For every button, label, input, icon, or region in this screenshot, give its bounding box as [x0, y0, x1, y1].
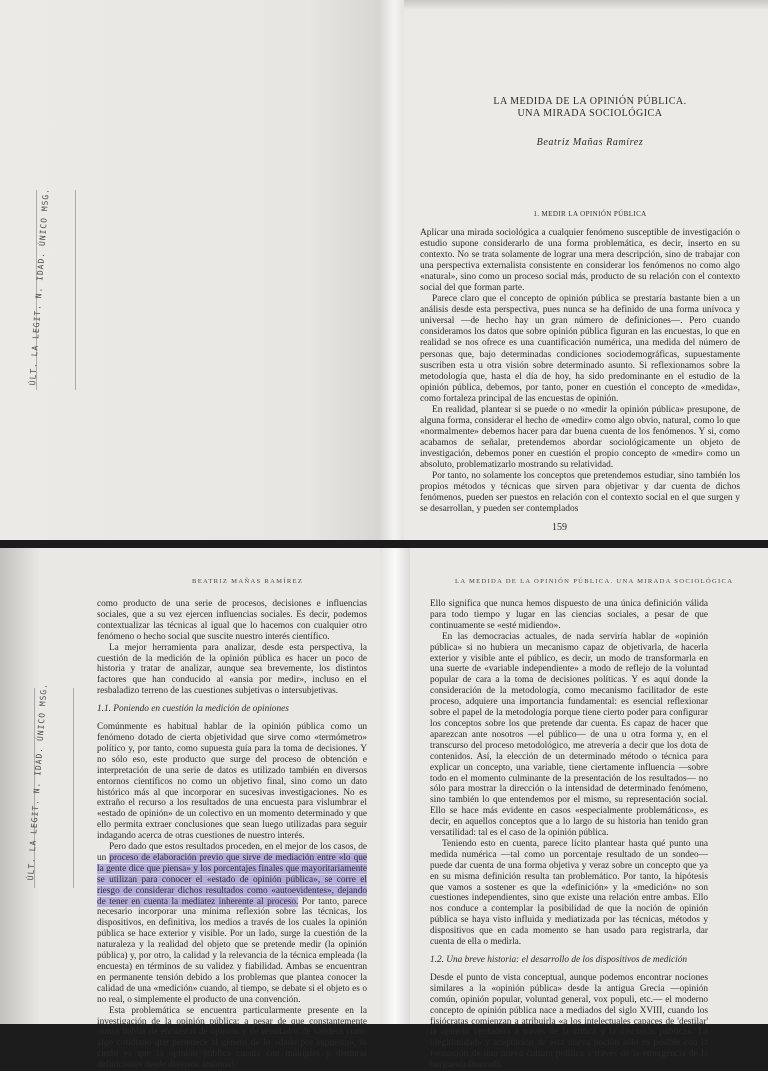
paragraph: Ello significa que nunca hemos dispuesto de una única definición válida para todo tiempo y lugar en las ciencias sociales, a pesar de que continuamente se «esté midiendo».	[430, 599, 708, 631]
paragraph: Por tanto, no solamente los conceptos que pretendemos estudiar, sino también los propios métodos y técnicas que sirven para objetivar y dar cuenta de dichos fenómenos, pueden ser puestos en relación con el contexto social en el que surgen y se desarrollan, y pueden ser contemplados	[420, 471, 740, 515]
running-head-right: LA MEDIDA DE LA OPINIÓN PÚBLICA. UNA MIRADA SOCIOLÓGICA	[455, 578, 734, 585]
body-column-right	[430, 599, 708, 1071]
chapter-title-line-1: LA MEDIDA DE LA OPINIÓN PÚBLICA.	[493, 96, 687, 107]
paragraph: Desde el punto de vista conceptual, aunque podemos encontrar nociones similares a la «opinión pública» desde la antigua Grecia —opinión común, opinión popular, voluntad general, vox populi, etc.— el moderno concepto de opinión pública nace a mediados del siglo XVIII, cuando los fisiócratas comienzan a atribuirla «a los intelectuales capaces de 'destilar' la opinión verdadera a través de la crítica y la discusión pública». La «legitimidad» y aceptación de esta nueva noción sólo es posible con la formación de una nueva cultura política a través de la emergencia de la burguesía ilustrada,	[430, 972, 708, 1071]
paragraph-text: Por tanto, parece necesario incorporar una mínima reflexión sobre las técnicas, los dispositivos, en definitiva, los medios a través de los cuales la opinión pública se hace exterior y visible. Por un lado, surge la cuestión de la naturaleza y la realidad del objeto que se pretende medir (la opinión pública) y, por otro, la calidad y la relevancia de la técnica empleada (la encuesta) en términos de su validez y fiabilidad. Ambas se encuentran en permanente tensión debido a los problemas que plantea conocer la calidad de una «medición» cuando, al tiempo, se debate si el objeto es o no real, o simplemente el producto de una convención.	[97, 896, 367, 1005]
paragraph: Teniendo esto en cuenta, parece lícito plantear hasta qué punto una medida numérica —tal como un porcentaje resultado de un sondeo— puede dar cuenta de una forma objetiva y veraz sobre un concepto que ya en su misma definición resulta tan problemático. Por tanto, la hipótesis que vamos a sostener es que la «definición» y la «medición» no son cuestiones independientes, sino que existe una relación entre ambas. Ello nos conduce a contemplar la posibilidad de que la noción de opinión pública se haya visto influida y mediatizada por las técnicas, métodos y dispositivos que en cada momento se han usado para registrarla, dar cuenta de ella o medirla.	[430, 838, 708, 948]
book-gutter	[380, 548, 410, 1024]
running-head-left: BEATRIZ MAÑAS RAMÍREZ	[192, 578, 304, 585]
body-column-left	[97, 599, 367, 1071]
body-column	[420, 228, 740, 515]
paragraph: Esta problemática se encuentra particularmente presente en la investigación de la opinión pública: a pesar de que constantemente oímos hablar de encuestas de opinión y de resultados de sondeos como algo cotidiano que pertenece al género de lo «dado por supuesto», lo cierto es que la opinión pública cuenta con múltiples y distintas definiciones desde diversos ámbitos¹.	[97, 1005, 367, 1071]
chapter-title-line-2: UNA MIRADA SOCIOLÓGICA	[517, 108, 663, 119]
handwritten-annotation: ÚLT. LA LEGIT. N. IDAD. ÚNICO MSG.	[26, 682, 49, 881]
highlighted-passage: proceso de elaboración previo que sirve de mediación entre «lo que la gente dice que piensa» y los porcentajes finales que mayoritariamente se utilizan para conocer el «estado de opinión pública», se corre el riesgo de considerar dichos resultados como «autoevidentes», dejando de tener en cuenta la mediatez inherente al proceso.	[97, 852, 368, 907]
page-top-shadow	[404, 0, 768, 10]
chapter-title	[440, 96, 740, 120]
subsection-heading: 1.1. Poniendo en cuestión la medición de opiniones	[97, 704, 289, 715]
paragraph: como producto de una serie de procesos, decisiones e influencias sociales, que a su vez ejercen influencias sociales. Es decir, podemos contextualizar las técnicas al igual que lo hacemos con cualquier otro fenómeno o hecho social que suscite nuestro interés científico.	[97, 599, 367, 642]
page-number: 159	[552, 522, 567, 533]
subsection-heading: 1.2. Una breve historia: el desarrollo de los dispositivos de medición	[430, 955, 688, 965]
book-gutter	[380, 0, 404, 540]
section-heading: 1. MEDIR LA OPINIÓN PÚBLICA	[533, 210, 647, 218]
paragraph: Comúnmente es habitual hablar de la opinión pública como un fenómeno dotado de cierta objetividad que sirve como «termómetro» político y, por tanto, como supuesta guía para la toma de decisiones. Y no sólo eso, este producto que surge del proceso de obtención e interpretación de una serie de datos es utilizado también en diversos entornos científicos no como un objetivo final, sino como un dato histórico más al que incorporar en sucesivas investigaciones. No es extraño el recurso a los resultados de una encuesta para vislumbrar el «estado de opinión» de un colectivo en un momento determinado y que ello permita extraer conclusiones que sean luego utilizadas para seguir indagando acerca de otras cuestiones de nuestro interés.	[97, 722, 367, 842]
paragraph-text: Pero dado que estos resultados proceden, en el mejor de los casos, de un	[97, 842, 367, 863]
paragraph: En realidad, plantear si se puede o no «medir la opinión pública» presupone, de alguna forma, considerar el hecho de «medir» como algo obvio, natural, como lo que «normalmente» debemos hacer para dar buena cuenta de los fenómenos. Y si, como acabamos de señalar, pretendemos abordar sociológicamente un objeto de investigación, debemos poner en cuestión el propio concepto de «medir» como un absoluto, problematizarlo mostrando su relatividad.	[420, 404, 740, 470]
paragraph	[97, 842, 367, 1006]
paragraph: La mejor herramienta para analizar, desde esta perspectiva, la cuestión de la medición de la opinión pública es hacer un poco de historia y tratar de analizar, aunque sea brevemente, los distintos factores que han conducido al «ansia por medir», incluso en el resbaladizo terreno de las cuestiones subjetivas o intersubjetivas.	[97, 642, 367, 697]
paragraph: Parece claro que el concepto de opinión pública se prestaría bastante bien a un análisis desde esta perspectiva, pues nunca se ha definido de una forma unívoca y universal —de hecho hay un gran número de definiciones—. Pero cuando consideramos los datos que sobre opinión pública figuran en las encuestas, lo que en realidad se nos ofrece es una cuantificación numérica, una medida del número de personas que, bajo determinadas condiciones sociodemográficas, supuestamente suscriben esta u otra visión sobre determinado asunto. Si reflexionamos sobre la metodología que, hasta el día de hoy, ha sido predominante en el estudio de la opinión pública, debemos, por tanto, poner en cuestión el concepto de «medida», como fortaleza principal de las encuestas de opinión.	[420, 294, 740, 404]
paragraph: Aplicar una mirada sociológica a cualquier fenómeno susceptible de investigación o estudio supone considerarlo de una forma problemática, es decir, inserto en su contexto. No se trata solamente de lograr una mera descripción, sino de trabajar con una perspectiva externalista consistente en considerar los fenómenos no como algo «natural», sino como un proceso social más, producto de su relación con el contexto social del que forman parte.	[420, 228, 740, 294]
chapter-author: Beatriz Mañas Ramírez	[536, 137, 644, 148]
paragraph: En las democracias actuales, de nada serviría hablar de «opinión pública» si no hubiera un mecanismo capaz de objetivarla, de hacerla exterior y visible ante el público, es decir, un modo de transformarla en una suerte de «variable independiente» a modo de reflejo de la voluntad popular de cara a la toma de decisiones políticas. Y es aquí donde la consideración de la metodología, como mecanismo facilitador de este proceso, adquiere una importancia fundamental: es esencial reflexionar sobre el papel de la metodología porque tiene cierto poder para configurar los conceptos sobre los que pretende dar cuenta. Es capaz de hacer que aparezcan ante nosotros —el público— de una u otra forma y, en el transcurso del proceso metodológico, me atrevería a decir que los dota de contenidos. Así, la elección de un determinado método o técnica para explicar un concepto, una variable, tiene ciertamente influencia —sobre todo en el momento culminante de la presentación de los resultados— no sólo para mostrar la dirección o la intensidad de determinado fenómeno, sino también lo que entendemos por el mismo, su representación social. Ello se hace más evidente en casos «especialmente problemáticos», es decir, en aquellos conceptos que a lo largo de su historia han tenido gran versatilidad: tal es el caso de la opinión pública.	[430, 631, 708, 839]
handwritten-annotation: ÚLT. LA LEGIT. N. IDAD. ÚNICO MSG.	[28, 187, 51, 386]
